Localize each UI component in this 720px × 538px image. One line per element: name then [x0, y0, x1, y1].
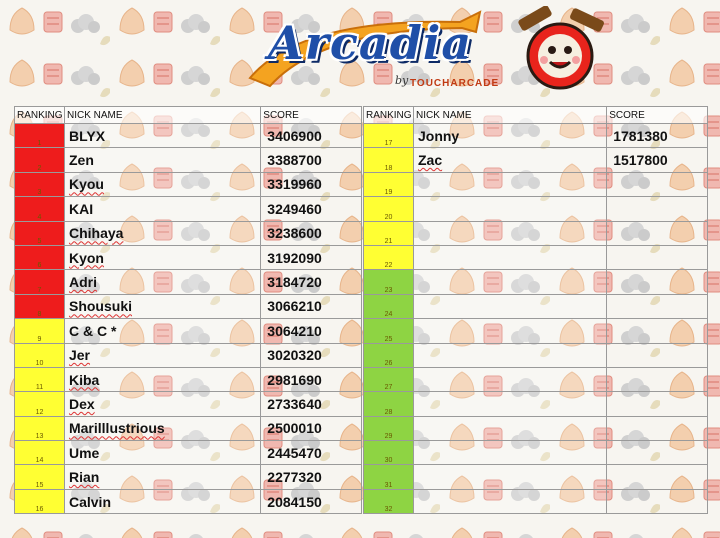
- nick-name: Ume: [68, 444, 100, 461]
- table-row: [364, 367, 708, 391]
- nick-name: BLYX: [68, 127, 106, 144]
- rank-cell: 18: [364, 148, 414, 172]
- rank-cell: 12: [15, 392, 65, 416]
- nick-name: Jonny: [417, 127, 460, 144]
- nick-cell: [413, 197, 606, 221]
- score-cell: 2733640: [261, 392, 362, 416]
- table-row: [364, 416, 708, 440]
- score-cell: 2084150: [261, 489, 362, 513]
- rank-cell: 7: [15, 270, 65, 294]
- score-cell: 3249460: [261, 197, 362, 221]
- nick-name: Jer: [68, 347, 91, 364]
- nick-cell: [64, 221, 260, 245]
- nick-name: Kiba: [68, 371, 100, 388]
- score-cell: [607, 172, 708, 196]
- drum-mascot-icon: [510, 6, 610, 96]
- table-row: [364, 489, 708, 513]
- score-cell: 3020320: [261, 343, 362, 367]
- rank-cell: 13: [15, 416, 65, 440]
- table-row: [15, 392, 362, 416]
- nick-cell: [64, 416, 260, 440]
- nick-name: Kyon: [68, 249, 104, 266]
- table-row: [15, 270, 362, 294]
- col-nick: NICK NAME: [413, 107, 606, 124]
- score-cell: 3064210: [261, 319, 362, 343]
- score-cell: 2445470: [261, 441, 362, 465]
- table-row: [364, 221, 708, 245]
- nick-name: Marilllustrious: [68, 420, 165, 437]
- table-row: [15, 148, 362, 172]
- rank-cell: 32: [364, 489, 414, 513]
- table-row: [364, 270, 708, 294]
- col-ranking: RANKING: [15, 107, 65, 124]
- rank-cell: 17: [364, 124, 414, 148]
- ranking-table-left: [14, 106, 362, 514]
- nick-cell: [413, 441, 606, 465]
- nick-cell: [413, 392, 606, 416]
- header: [0, 0, 720, 100]
- rank-cell: 31: [364, 465, 414, 489]
- score-cell: 1781380: [607, 124, 708, 148]
- rank-cell: 26: [364, 343, 414, 367]
- nick-cell: [413, 367, 606, 391]
- nick-name: Adri: [68, 274, 97, 291]
- logo-title: Arcadia: [268, 16, 473, 70]
- rank-cell: 3: [15, 172, 65, 196]
- score-cell: 3066210: [261, 294, 362, 318]
- col-ranking: RANKING: [364, 107, 414, 124]
- rank-cell: 21: [364, 221, 414, 245]
- score-cell: [607, 294, 708, 318]
- nick-cell: [413, 465, 606, 489]
- score-cell: [607, 197, 708, 221]
- nick-cell: [64, 197, 260, 221]
- rank-cell: 8: [15, 294, 65, 318]
- nick-cell: [413, 221, 606, 245]
- score-cell: [607, 441, 708, 465]
- table-row: [364, 319, 708, 343]
- nick-name: Shousuki: [68, 298, 132, 315]
- table-row: [15, 489, 362, 513]
- score-cell: [607, 245, 708, 269]
- nick-name: Zac: [417, 152, 443, 169]
- score-cell: [607, 416, 708, 440]
- rank-cell: 27: [364, 367, 414, 391]
- table-row: [364, 343, 708, 367]
- ranking-table-right: [363, 106, 708, 514]
- nick-cell: [413, 245, 606, 269]
- nick-cell: [64, 489, 260, 513]
- rank-cell: 15: [15, 465, 65, 489]
- table-row: [364, 124, 708, 148]
- nick-cell: [413, 172, 606, 196]
- nick-name: Zen: [68, 152, 94, 169]
- rank-cell: 22: [364, 245, 414, 269]
- score-cell: [607, 319, 708, 343]
- table-row: [364, 245, 708, 269]
- rank-cell: 1: [15, 124, 65, 148]
- nick-cell: [413, 489, 606, 513]
- col-score: SCORE: [607, 107, 708, 124]
- rank-cell: 5: [15, 221, 65, 245]
- score-cell: [607, 221, 708, 245]
- score-cell: [607, 465, 708, 489]
- nick-cell: [64, 294, 260, 318]
- rank-cell: 23: [364, 270, 414, 294]
- col-nick: NICK NAME: [64, 107, 260, 124]
- table-row: [15, 416, 362, 440]
- nick-cell: [64, 270, 260, 294]
- score-cell: 1517800: [607, 148, 708, 172]
- score-cell: [607, 343, 708, 367]
- rank-cell: 20: [364, 197, 414, 221]
- nick-name: Calvin: [68, 493, 111, 510]
- table-row: [15, 172, 362, 196]
- nick-cell: [64, 319, 260, 343]
- rank-cell: 30: [364, 441, 414, 465]
- table-row: [15, 441, 362, 465]
- rank-cell: 9: [15, 319, 65, 343]
- rank-cell: 29: [364, 416, 414, 440]
- table-row: [15, 124, 362, 148]
- table-row: [364, 294, 708, 318]
- rank-cell: 2: [15, 148, 65, 172]
- nick-cell: [413, 294, 606, 318]
- rank-cell: 16: [15, 489, 65, 513]
- score-cell: [607, 392, 708, 416]
- rank-cell: 24: [364, 294, 414, 318]
- nick-cell: [64, 367, 260, 391]
- nick-name: Dex: [68, 395, 95, 412]
- table-header-row: [15, 107, 362, 124]
- rank-cell: 25: [364, 319, 414, 343]
- table-row: [364, 392, 708, 416]
- nick-cell: [64, 172, 260, 196]
- rank-cell: 6: [15, 245, 65, 269]
- nick-cell: [64, 148, 260, 172]
- nick-name: C & C *: [68, 322, 117, 339]
- rank-cell: 28: [364, 392, 414, 416]
- nick-cell: [413, 270, 606, 294]
- score-cell: 2277320: [261, 465, 362, 489]
- rank-cell: 4: [15, 197, 65, 221]
- score-cell: [607, 270, 708, 294]
- rank-cell: 14: [15, 441, 65, 465]
- nick-cell: [413, 124, 606, 148]
- table-row: [364, 465, 708, 489]
- score-cell: [607, 367, 708, 391]
- table-row: [364, 197, 708, 221]
- score-cell: 3192090: [261, 245, 362, 269]
- table-row: [364, 441, 708, 465]
- nick-cell: [64, 343, 260, 367]
- table-row: [364, 172, 708, 196]
- nick-cell: [413, 343, 606, 367]
- table-header-row: [364, 107, 708, 124]
- score-cell: 3406900: [261, 124, 362, 148]
- score-cell: 3238600: [261, 221, 362, 245]
- logo-by: by: [395, 74, 409, 87]
- nick-name: Chihaya: [68, 225, 124, 242]
- nick-cell: [64, 245, 260, 269]
- table-row: [15, 465, 362, 489]
- nick-cell: [413, 416, 606, 440]
- table-row: [15, 319, 362, 343]
- score-cell: 3184720: [261, 270, 362, 294]
- table-row: [15, 343, 362, 367]
- score-cell: 2981690: [261, 367, 362, 391]
- nick-cell: [64, 441, 260, 465]
- nick-cell: [64, 124, 260, 148]
- table-row: [15, 197, 362, 221]
- col-score: SCORE: [261, 107, 362, 124]
- nick-name: Kyou: [68, 176, 104, 193]
- nick-cell: [64, 465, 260, 489]
- score-cell: [607, 489, 708, 513]
- table-row: [15, 245, 362, 269]
- score-cell: 3319960: [261, 172, 362, 196]
- nick-cell: [413, 148, 606, 172]
- table-row: [364, 148, 708, 172]
- rank-cell: 11: [15, 367, 65, 391]
- logo-brand: TOUCHARCADE: [410, 78, 500, 89]
- nick-cell: [413, 319, 606, 343]
- nick-name: KAI: [68, 200, 94, 217]
- table-row: [15, 221, 362, 245]
- rank-cell: 10: [15, 343, 65, 367]
- rank-cell: 19: [364, 172, 414, 196]
- table-row: [15, 367, 362, 391]
- score-cell: 2500010: [261, 416, 362, 440]
- score-cell: 3388700: [261, 148, 362, 172]
- nick-name: Rian: [68, 469, 100, 486]
- nick-cell: [64, 392, 260, 416]
- table-row: [15, 294, 362, 318]
